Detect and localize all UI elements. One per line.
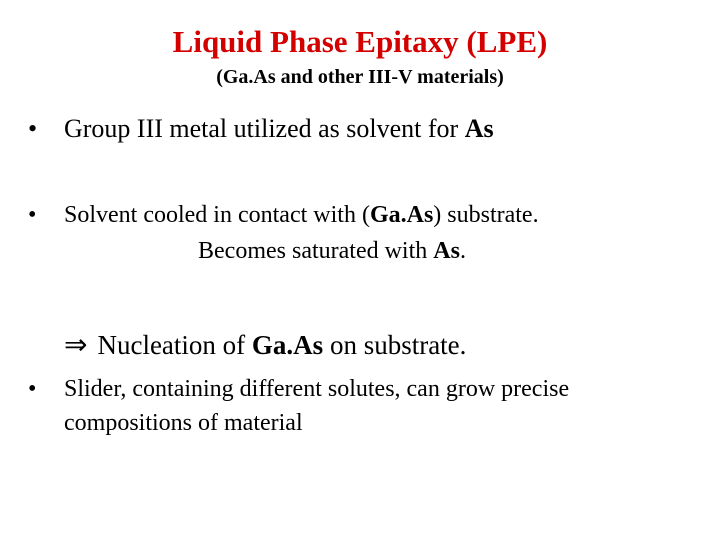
bullet-text: Slider, containing different solutes, can grow precise compositions of material	[64, 376, 570, 436]
continuation-text: Becomes saturated with	[198, 238, 434, 264]
implication-line	[64, 328, 466, 361]
bullet-text	[64, 112, 494, 146]
bullet-dot: •	[28, 202, 37, 228]
bullet-text-plain: Group III metal utilized as solvent for	[64, 114, 465, 143]
slide-subtitle: (Ga.As and other III-V materials)	[216, 66, 504, 88]
implication-text: Nucleation of	[97, 330, 252, 360]
continuation-bold: As	[433, 238, 460, 264]
slide-title: Liquid Phase Epitaxy (LPE)	[172, 24, 548, 59]
bullet-text-bold: As	[464, 114, 494, 143]
bullet-dot: •	[28, 114, 38, 143]
bullet-cooling-continuation	[198, 238, 466, 265]
bullet-text-bold: Ga.As	[369, 202, 434, 228]
implies-arrow-icon: ⇒	[64, 328, 88, 361]
bullet-dot: •	[28, 376, 37, 402]
implication-text-end: on substrate.	[323, 330, 467, 360]
bullet-text-plain: ) substrate.	[433, 202, 539, 228]
continuation-period: .	[459, 238, 466, 264]
implication-bold: Ga.As	[251, 330, 324, 360]
bullet-text-plain: Solvent cooled in contact with (	[64, 202, 370, 228]
bullet-text	[64, 198, 539, 232]
